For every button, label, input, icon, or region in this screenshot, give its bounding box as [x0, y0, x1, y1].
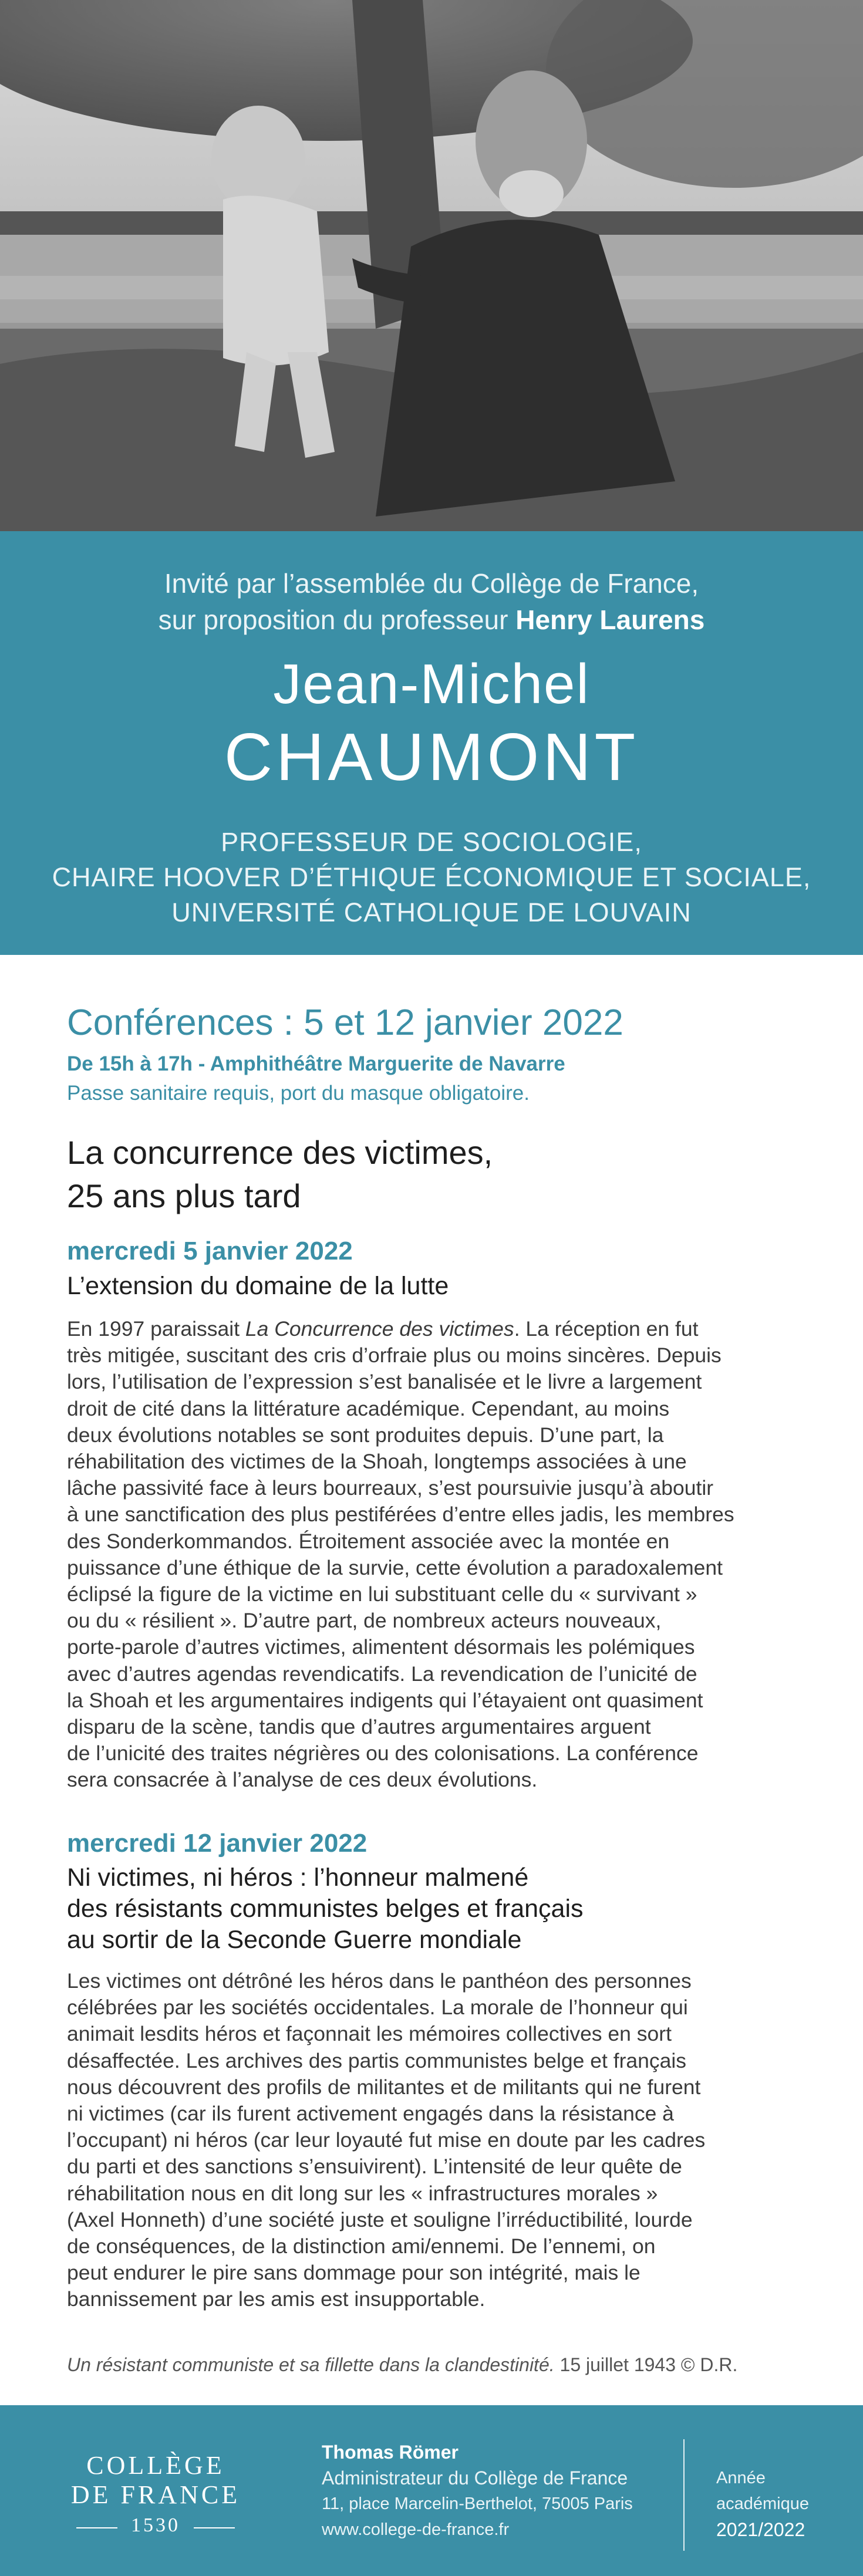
body-line: des Sonderkommandos. Étroitement associée avec la montée en [67, 1529, 670, 1553]
body-line: animait lesdits héros et façonnait les mémoires collectives en sort [67, 2022, 672, 2046]
body-line: disparu de la scène, tandis que d’autres argumentaires arguent [67, 1715, 651, 1739]
college-de-france-logo: COLLÈGE DE FRANCE 1530 [70, 2451, 241, 2536]
book-title: La Concurrence des victimes [245, 1317, 514, 1341]
body-line: Les victimes ont détrôné les héros dans le panthéon des personnes [67, 1969, 692, 1993]
session-2-title: Ni victimes, ni héros : l’honneur malmené des résistants communistes belges et français au sortir de la Seconde Guerre mondiale [67, 1863, 584, 1954]
body-line: de conséquences, de la distinction ami/ennemi. De l’ennemi, on [67, 2234, 656, 2258]
body-line: lâche passivité face à leurs bourreaux, s’est poursuivie jusqu’à aboutir [67, 1476, 714, 1500]
administrator-role: Administrateur du Collège de France [322, 2467, 628, 2489]
hero-photo [0, 0, 863, 531]
body-line: bannissement par les amis est insupportable. [67, 2287, 486, 2311]
website-link[interactable]: www.college-de-france.fr [322, 2520, 510, 2539]
speaker-title-line: UNIVERSITÉ CATHOLIQUE DE LOUVAIN [171, 897, 692, 927]
speaker-last-name: CHAUMONT [224, 720, 639, 795]
speaker-titles [0, 825, 863, 930]
speaker-title-line: CHAIRE HOOVER D’ÉTHIQUE ÉCONOMIQUE ET SOCIALE, [52, 862, 811, 892]
lecture-series-title: La concurrence des victimes, 25 ans plus tard [67, 1134, 493, 1214]
body-line: à une sanctification des plus pestiférées d’entre elles jadis, les membres [67, 1503, 734, 1527]
speaker-title-line: PROFESSEUR DE SOCIOLOGIE, [221, 827, 642, 857]
administrator-name: Thomas Römer [322, 2442, 459, 2463]
body-line: peut endurer le pire sans dommage pour son intégrité, mais le [67, 2261, 640, 2285]
body-line: lors, l’utilisation de l’expression s’est banalisée et le livre a largement [67, 1370, 702, 1394]
invitation-line-2: sur proposition du professeur Henry Laurens [158, 605, 705, 635]
session-1-title: L’extension du domaine de la lutte [67, 1272, 449, 1300]
photo-caption: Un résistant communiste et sa fillette dans la clandestinité. 15 juillet 1943 © D.R. [67, 2354, 738, 2375]
session-1-body [67, 1316, 795, 1794]
body-line: sera consacrée à l’analyse de ces deux évolutions. [67, 1768, 538, 1792]
invitation-line-1: Invité par l’assemblée du Collège de France, [164, 568, 699, 599]
session-2-date: mercredi 12 janvier 2022 [67, 1829, 368, 1858]
conference-title: Conférences : 5 et 12 janvier 2022 [67, 1002, 623, 1043]
body-line: nous découvrent des profils de militantes et de militants qui ne furent [67, 2075, 701, 2099]
photo-man-with-child-icon [0, 0, 863, 531]
footer-divider [683, 2439, 685, 2551]
logo-year: 1530 [70, 2514, 241, 2537]
body-line: de l’unicité des traites négrières ou des colonisations. La conférence [67, 1741, 699, 1765]
body-line: En 1997 paraissait La Concurrence des victimes. La réception en fut [67, 1317, 699, 1341]
body-line: deux évolutions notables se sont produites depuis. D’une part, la [67, 1423, 664, 1447]
session-2-body [67, 1968, 795, 2313]
body-line: très mitigée, suscitant des cris d’orfraie plus ou moins sincères. Depuis [67, 1343, 722, 1368]
body-line: du parti et des sanctions s’ensuivirent). L’intensité de leur quête de [67, 2155, 682, 2179]
body-line: (Axel Honneth) d’une société juste et souligne l’irréductibilité, lourde [67, 2207, 693, 2231]
address: 11, place Marcelin-Berthelot, 75005 Paris [322, 2494, 633, 2513]
speaker-banner [0, 531, 863, 955]
footer [0, 2405, 863, 2576]
body-line: la Shoah et les argumentaires indigents qui l’étayaient ont quasiment [67, 1688, 703, 1712]
administrator-info [322, 2439, 633, 2543]
session-1-date: mercredi 5 janvier 2022 [67, 1237, 353, 1265]
body-line: éclipsé la figure de la victime en lui substituant celle du « survivant » [67, 1582, 697, 1606]
body-line: avec d’autres agendas revendicatifs. La revendication de l’unicité de [67, 1662, 697, 1686]
body-line: puissance d’une éthique de la survie, cette évolution a paradoxalement [67, 1555, 723, 1579]
body-line: droit de cité dans la littérature académique. Cependant, au moins [67, 1396, 670, 1420]
body-line: désaffectée. Les archives des partis communistes belge et français [67, 2048, 687, 2072]
academic-year: Année académique 2021/2022 [716, 2465, 809, 2543]
conference-requirement: Passe sanitaire requis, port du masque obligatoire. [67, 1082, 530, 1105]
body-line: ou du « résilient ». D’autre part, de nombreux acteurs nouveaux, [67, 1609, 662, 1633]
conference-time-place: De 15h à 17h - Amphithéâtre Marguerite de Navarre [67, 1052, 565, 1075]
body-line: célébrées par les sociétés occidentales. La morale de l’honneur qui [67, 1996, 688, 2020]
body-line: réhabilitation nous en dit long sur les « infrastructures morales » [67, 2181, 658, 2205]
speaker-first-name: Jean-Michel [273, 653, 590, 715]
body-line: l’occupant) ni héros (car leur loyauté fut mise en doute par les cadres [67, 2128, 706, 2152]
professor-name: Henry Laurens [515, 605, 705, 635]
body-line: réhabilitation des victimes de la Shoah, longtemps associées à une [67, 1450, 687, 1474]
academic-year-value: 2021/2022 [716, 2519, 805, 2540]
invitation-text [0, 565, 863, 638]
body-line: ni victimes (car ils furent activement engagés dans la résistance à [67, 2102, 674, 2126]
body-line: porte-parole d’autres victimes, alimentent désormais les polémiques [67, 1635, 695, 1659]
